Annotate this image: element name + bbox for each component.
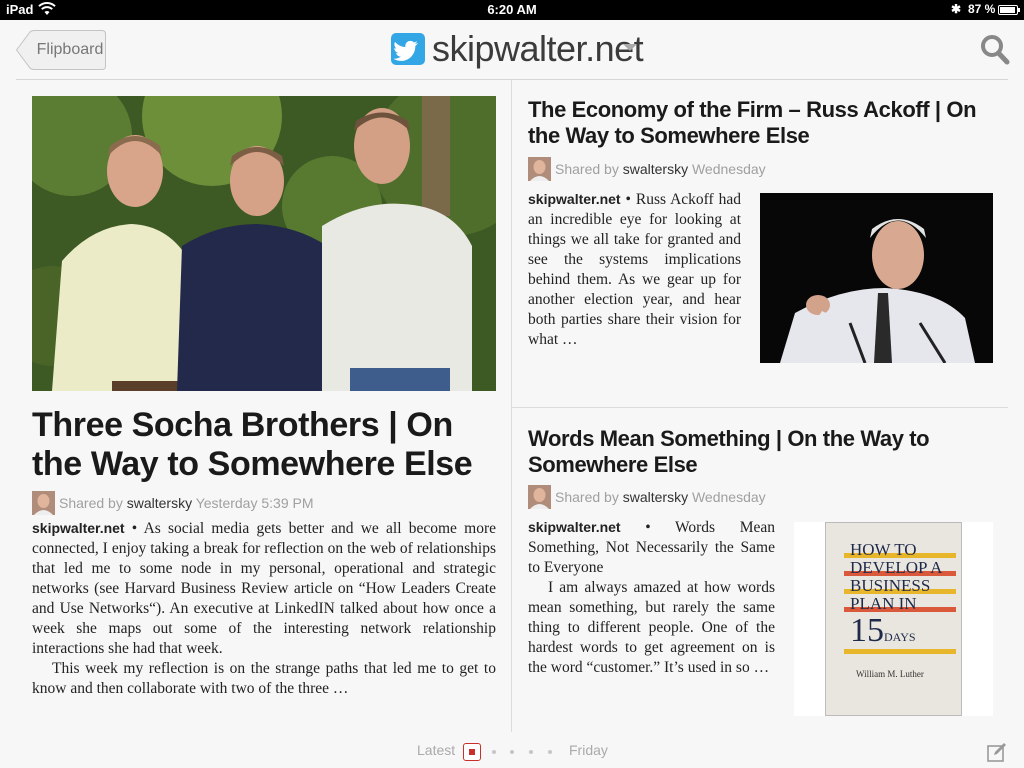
article-excerpt-2 xyxy=(528,189,741,350)
shared-time: Wednesday xyxy=(691,161,766,177)
bluetooth-icon: ✱ xyxy=(951,2,962,16)
back-button[interactable] xyxy=(16,30,106,70)
article-divider xyxy=(512,407,1008,408)
battery-percent: 87 % xyxy=(968,2,996,16)
header-divider xyxy=(16,79,1008,80)
source-label: skipwalter.net xyxy=(32,520,125,536)
back-button-label: Flipboard xyxy=(36,41,104,58)
article-title-3[interactable]: Words Mean Something | On the Way to Somewhere Else xyxy=(528,426,930,477)
article-title-1[interactable]: Three Socha Brothers | On the Way to Somewhere Else xyxy=(32,406,473,483)
pager-dot[interactable] xyxy=(548,750,552,754)
status-bar xyxy=(0,0,1024,20)
article-excerpt-1 xyxy=(32,518,496,699)
source-label: skipwalter.net xyxy=(528,519,621,535)
shared-by-user[interactable]: swaltersky xyxy=(126,495,193,511)
search-icon[interactable] xyxy=(980,34,1010,66)
clock: 6:20 AM xyxy=(487,2,537,17)
pager-latest-label[interactable]: Latest xyxy=(417,742,456,758)
shared-by-user[interactable]: swaltersky xyxy=(622,489,689,505)
column-divider xyxy=(511,80,512,732)
chevron-down-icon[interactable] xyxy=(623,44,637,51)
twitter-icon xyxy=(391,33,425,65)
book-title: HOW TO DEVELOP A BUSINESS PLAN IN 15DAYS xyxy=(850,540,943,649)
pager-friday-label[interactable]: Friday xyxy=(569,742,608,758)
excerpt-text: • Russ Ackoff had an incredible eye for looking at things we all take for granted and see the systems implications behind them. As we gear up for another election year, and hear both parties share their vision for what … xyxy=(528,191,741,348)
avatar xyxy=(528,157,551,181)
excerpt-text-2: I am always amazed at how words mean something, but rarely the same thing to different people. One of the hardest words to get agreement on is the word “customer.” It’s used in so … xyxy=(528,579,775,676)
compose-icon[interactable] xyxy=(987,742,1007,762)
article-photo-brothers[interactable] xyxy=(32,96,496,391)
shared-by-label: Shared by xyxy=(59,495,123,511)
article-photo-book[interactable] xyxy=(794,522,993,716)
pager-dot[interactable] xyxy=(529,750,533,754)
article-excerpt-3 xyxy=(528,517,775,678)
source-label: skipwalter.net xyxy=(528,191,621,207)
article-byline-3 xyxy=(528,485,998,509)
avatar xyxy=(528,485,551,509)
book-author: William M. Luther xyxy=(856,669,924,679)
pager-dot[interactable] xyxy=(510,750,514,754)
avatar xyxy=(32,491,55,515)
excerpt-text: • As social media gets better and we all become more connected, I enjoy taking a break for reflection on the web of relationships that led me to some node in my personal, operational and strategic networks (see Harvard Business Review article on “How Leaders Create and Use Networks“). An executive at LinkedIN talked about how once a week she maps out some of the interesting network relationship interactions she had that week. xyxy=(32,520,496,657)
book-cover xyxy=(825,522,962,716)
shared-time: Wednesday xyxy=(691,489,766,505)
shared-time: Yesterday 5:39 PM xyxy=(195,495,314,511)
article-title-2[interactable]: The Economy of the Firm – Russ Ackoff | On the Way to Somewhere Else xyxy=(528,97,977,148)
excerpt-text-2: This week my reflection is on the strange paths that led me to get to know and then collaborate with two of the three … xyxy=(32,660,496,697)
article-photo-ackoff[interactable] xyxy=(760,193,993,363)
article-byline-1 xyxy=(32,491,502,515)
shared-by-label: Shared by xyxy=(555,161,619,177)
page-title: skipwalter.net xyxy=(432,28,644,69)
pager-dot[interactable] xyxy=(492,750,496,754)
shared-by-label: Shared by xyxy=(555,489,619,505)
device-label: iPad xyxy=(6,2,34,17)
article-byline-2 xyxy=(528,157,998,181)
battery-icon xyxy=(998,5,1018,15)
excerpt-text: • Words Mean Something, Not Necessarily the Same to Everyone xyxy=(528,519,775,576)
pager-current-page[interactable] xyxy=(463,743,481,761)
shared-by-user[interactable]: swaltersky xyxy=(622,161,689,177)
